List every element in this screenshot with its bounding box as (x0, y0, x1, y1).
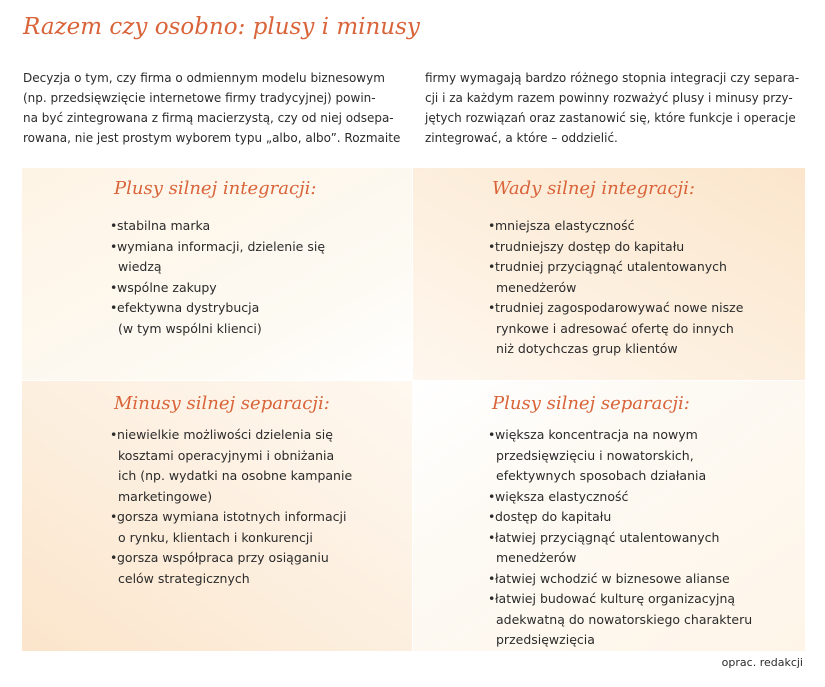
credit-note: oprac. redakcji (721, 656, 803, 669)
list-item: •niewielkie możliwości dzielenia się kosztami operacyjnymi i obniżania ich (np. wydatki na osobne kampanie marketingowe) (110, 427, 353, 504)
list-item: •łatwiej budować kulturę organizacyjną adekwatną do nowatorskiego charakteru przedsięwzięcia (488, 591, 753, 647)
page-title: Razem czy osobno: plusy i minusy (23, 14, 420, 40)
pros-integration-list (110, 216, 325, 339)
intro-line: (np. przedsięwzięcie internetowe firmy tradycyjnej) powin- (23, 91, 376, 105)
cons-separation-list (110, 425, 352, 589)
list-item: •mniejsza elastyczność (488, 218, 635, 233)
list-item: •trudniej zagospodarowywać nowe nisze rynkowe i adresować ofertę do innych niż dotychczas grup klientów (488, 300, 744, 356)
list-item: •gorsza współpraca przy osiąganiu celów strategicznych (110, 550, 329, 586)
cons-separation-panel (22, 381, 412, 651)
list-item: •łatwiej przyciągnąć utalentowanych menedżerów (488, 529, 720, 565)
list-item: •łatwiej wchodzić w biznesowe alianse (488, 570, 730, 586)
list-item: •większa elastyczność (488, 488, 629, 504)
list-item: •dostęp do kapitału (488, 509, 612, 524)
intro-left-column (23, 68, 401, 148)
intro-line: cji i za każdym razem powinny rozważyć plusy i minusy przy- (425, 91, 793, 105)
cons-integration-panel (413, 168, 805, 380)
list-item: •gorsza wymiana istotnych informacji o rynku, klientach i konkurencji (110, 509, 347, 545)
intro-right-column (425, 68, 802, 148)
intro-line: firmy wymagają bardzo różnego stopnia integracji czy separa- (425, 71, 800, 85)
intro-line: jętych rozwiązań oraz zastanowić się, które funkcje i operacje (425, 111, 796, 125)
panel-heading: Plusy silnej separacji: (492, 393, 690, 414)
list-item: •stabilna marka (110, 218, 211, 233)
panel-heading: Minusy silnej separacji: (114, 393, 330, 414)
list-item: •trudniejszy dostęp do kapitału (488, 238, 685, 254)
list-item: •wymiana informacji, dzielenie się wiedzą (110, 238, 326, 274)
list-item: •trudniej przyciągnąć utalentowanych menedżerów (488, 259, 727, 295)
cons-integration-list (488, 216, 743, 360)
intro-line: rowana, nie jest prostym wyborem typu „albo, albo”. Rozmaite (23, 131, 401, 145)
intro-line: zintegrować, a które – oddzielić. (425, 131, 618, 145)
intro-line: Decyzja o tym, czy firma o odmiennym modelu biznesowym (23, 71, 385, 85)
panel-heading: Wady silnej integracji: (492, 178, 695, 199)
pros-integration-panel (22, 168, 412, 380)
intro-line: na być zintegrowana z firmą macierzystą, czy od niej odsepa- (23, 111, 394, 125)
list-item: •efektywna dystrybucja (w tym wspólni klienci) (110, 300, 262, 336)
panel-heading: Plusy silnej integracji: (114, 178, 317, 199)
pros-separation-list (488, 425, 752, 651)
pros-separation-panel (413, 381, 805, 651)
list-item: •wspólne zakupy (110, 279, 217, 295)
list-item: •większa koncentracja na nowym przedsięwzięciu i nowatorskich, efektywnych sposobach działania (488, 427, 707, 483)
